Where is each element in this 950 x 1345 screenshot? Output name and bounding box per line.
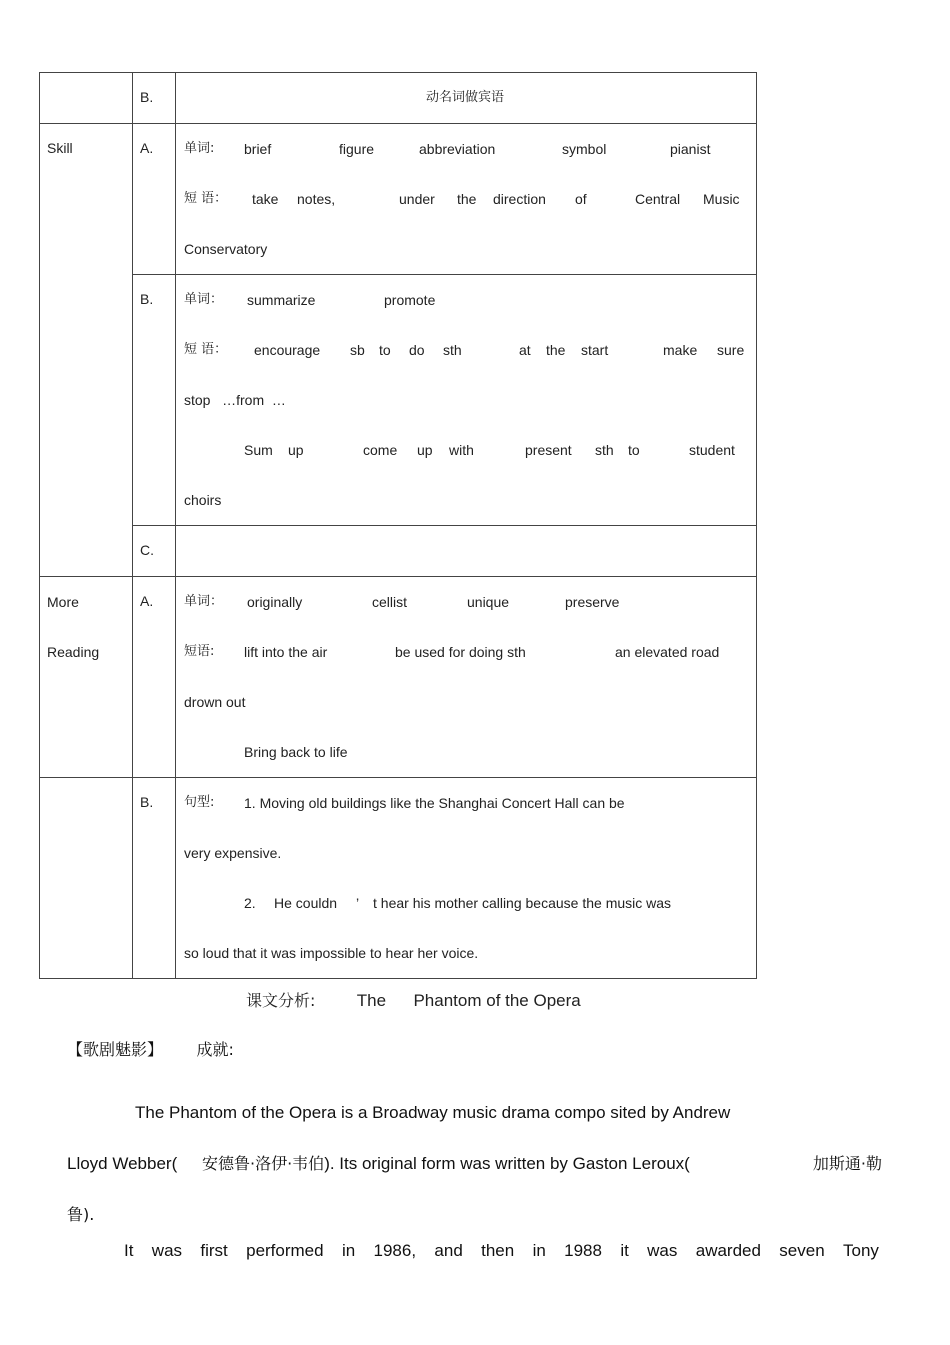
phrase-word: make	[663, 342, 698, 358]
words-line	[184, 577, 746, 627]
phrase-word: Central	[635, 191, 681, 207]
phrase-word: up	[417, 442, 433, 458]
word: figure	[339, 141, 375, 157]
table-row	[40, 124, 757, 275]
analysis-heading	[246, 988, 581, 1011]
paragraph-word: It	[124, 1241, 134, 1260]
phrase-word: sth	[595, 442, 614, 458]
paragraph-word: first	[200, 1241, 228, 1260]
section-cell-empty	[40, 778, 133, 979]
paragraph-text: ). Its original form was written by Gaston Leroux(	[324, 1154, 690, 1173]
paragraph-word: Tony	[843, 1241, 879, 1260]
item-label: B.	[140, 291, 154, 307]
sentence-line	[184, 778, 746, 828]
word: abbreviation	[419, 141, 496, 157]
item-text	[184, 526, 746, 576]
phrase-word: of	[575, 191, 587, 207]
phrases-line	[184, 375, 746, 425]
word: preserve	[565, 594, 620, 610]
word: brief	[244, 141, 272, 157]
phrases-line	[184, 727, 746, 777]
phrases-line	[184, 325, 746, 375]
sentence-text: t hear his mother calling because the music was	[373, 895, 672, 911]
phrase-word: choirs	[184, 492, 222, 508]
item-label: A.	[140, 140, 154, 156]
phrase-word: the	[546, 342, 566, 358]
phrase-word: Conservatory	[184, 241, 268, 257]
phrase-word: under	[399, 191, 435, 207]
sentence-label: 句型:	[184, 795, 215, 810]
phrases-line	[184, 174, 746, 224]
word: summarize	[247, 292, 316, 308]
section-label-reading: Reading	[47, 644, 100, 660]
phrases-label: 短语:	[184, 644, 215, 659]
phrase-word: Music	[703, 191, 740, 207]
vocabulary-table	[39, 72, 757, 979]
phrase-word: with	[449, 442, 474, 458]
table-row	[40, 526, 757, 577]
sentence-text: so loud that it was impossible to hear her voice.	[184, 945, 479, 961]
paragraph-word: and	[434, 1241, 463, 1260]
section-label: 成就:	[196, 1040, 234, 1059]
item-label: C.	[140, 542, 154, 558]
phrase-word: at	[519, 342, 531, 358]
phrase-word: student	[689, 442, 735, 458]
phrases-label: 短 语：	[184, 191, 228, 206]
phrase: Bring back to life	[244, 744, 348, 760]
phrase-word: to	[379, 342, 391, 358]
paragraph-word: it	[620, 1241, 629, 1260]
phrases-line	[184, 425, 746, 475]
paragraph-line: The Phantom of the Opera is a Broadway music drama compo sited by Andrew	[135, 1103, 731, 1122]
paragraph-2	[67, 1238, 879, 1264]
phrase: an elevated road	[615, 644, 720, 660]
phrases-line	[184, 224, 746, 274]
paragraph-text: Lloyd Webber(	[67, 1154, 178, 1173]
paragraph-word: was	[647, 1241, 678, 1260]
phrases-line	[184, 627, 746, 677]
words-line	[184, 275, 746, 325]
analysis-label: 课文分析:	[246, 991, 316, 1010]
phrase-word: up	[288, 442, 304, 458]
phrase-word: start	[581, 342, 609, 358]
phrase-word: sure	[717, 342, 745, 358]
phrase-word: notes,	[297, 191, 336, 207]
grammar-topic: 动名词做宾语	[425, 90, 504, 105]
paragraph-word: then	[481, 1241, 515, 1260]
paragraph-text-cn: 安德鲁·洛伊·韦伯	[202, 1154, 325, 1173]
sentence-line	[184, 878, 746, 928]
phrase: lift into the air	[244, 644, 328, 660]
item-label: A.	[140, 593, 154, 609]
phrase-word: the	[457, 191, 477, 207]
item-label: B.	[140, 89, 154, 105]
analysis-title-a: The	[356, 991, 387, 1010]
phrase-word: come	[363, 442, 398, 458]
paragraph-line	[67, 1138, 882, 1189]
paragraph-1	[67, 1087, 882, 1240]
analysis-title-b: Phantom of the Opera	[413, 991, 581, 1010]
sentence-line	[184, 928, 746, 978]
section-cell-empty	[40, 73, 133, 124]
phrase-word: sth	[443, 342, 462, 358]
paragraph-word: in	[341, 1241, 356, 1260]
section-tag: 【歌剧魅影】	[67, 1040, 164, 1059]
phrase-word: take	[252, 191, 279, 207]
word: cellist	[372, 594, 408, 610]
word: unique	[467, 594, 510, 610]
word: originally	[247, 594, 303, 610]
table-row	[40, 577, 757, 778]
paragraph-word: 1986,	[373, 1241, 417, 1260]
table-row	[40, 73, 757, 124]
section-label-more: More	[47, 594, 79, 610]
section-heading	[67, 1037, 882, 1060]
word: promote	[384, 292, 436, 308]
phrase-word: present	[525, 442, 572, 458]
phrase: be used for doing sth	[395, 644, 526, 660]
item-label: B.	[140, 794, 154, 810]
phrases-label: 短 语：	[184, 342, 228, 357]
paragraph-word: awarded	[695, 1241, 761, 1260]
words-label: 单词：	[184, 292, 224, 307]
apostrophe: ’	[356, 895, 360, 911]
sentence-line	[184, 828, 746, 878]
phrases-line	[184, 677, 746, 727]
section-label-skill: Skill	[47, 140, 73, 156]
phrase-word: do	[409, 342, 425, 358]
sentence-text: very expensive.	[184, 845, 282, 861]
phrase-word: to	[628, 442, 640, 458]
sentence-text: He couldn	[274, 895, 338, 911]
phrase-word: direction	[493, 191, 546, 207]
phrase: drown out	[184, 694, 246, 710]
word: pianist	[670, 141, 711, 157]
paragraph-word: 1988	[564, 1241, 602, 1260]
phrase-word: stop …from …	[184, 392, 286, 408]
words-label: 单词:	[184, 141, 215, 156]
table-row	[40, 778, 757, 979]
paragraph-word: was	[151, 1241, 183, 1260]
paragraph-word: in	[532, 1241, 546, 1260]
paragraph-text-cn: 加斯通·勒	[812, 1154, 882, 1173]
sentence-text: 1. Moving old buildings like the Shanghai Concert Hall can be	[244, 795, 625, 811]
phrase-word: encourage	[254, 342, 321, 358]
phrase-word: Sum	[244, 442, 273, 458]
words-label: 单词：	[184, 594, 224, 609]
words-line	[184, 124, 746, 174]
sentence-number: 2.	[244, 895, 256, 911]
table-row	[40, 275, 757, 526]
paragraph-word: seven	[779, 1241, 825, 1260]
paragraph-word: performed	[246, 1241, 324, 1260]
word: symbol	[562, 141, 607, 157]
phrase-word: sb	[350, 342, 365, 358]
phrases-line	[184, 475, 746, 525]
paragraph-line: 鲁).	[67, 1205, 95, 1224]
